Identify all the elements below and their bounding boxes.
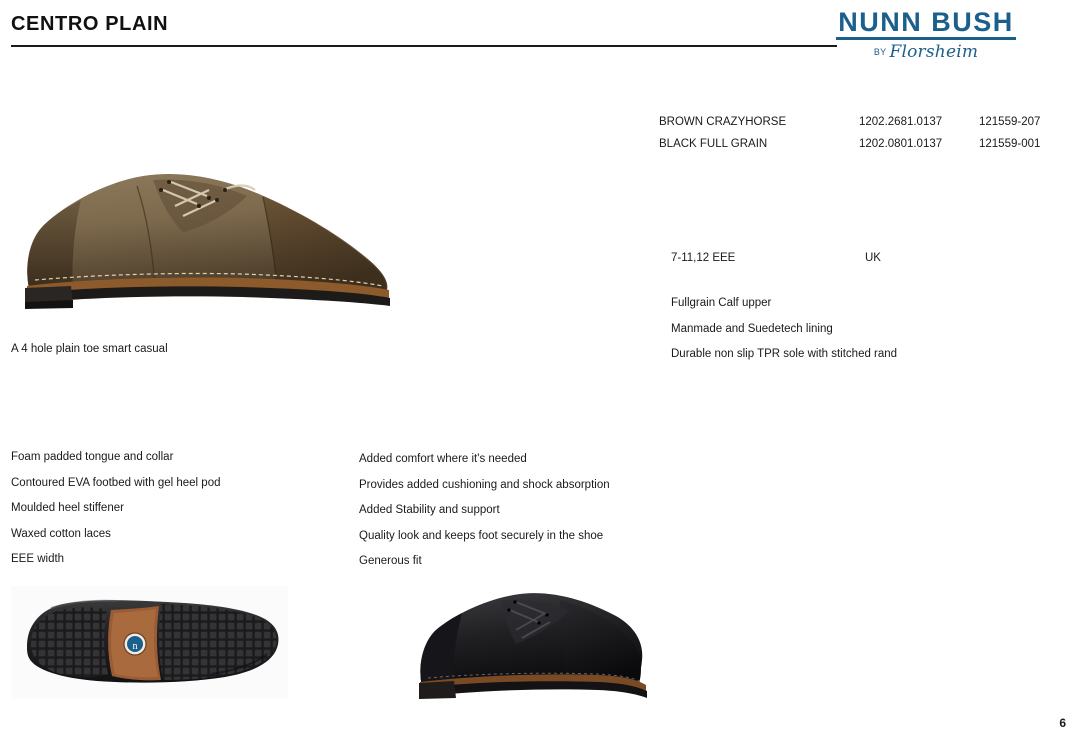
size-region: UK <box>865 252 881 264</box>
list-item: Waxed cotton laces <box>11 527 111 540</box>
hero-caption: A 4 hole plain toe smart casual <box>11 343 168 355</box>
colorway-style: 121559-001 <box>979 138 1041 150</box>
list-item: Foam padded tongue and collar <box>11 451 174 463</box>
brand-name: NUNN BUSH <box>838 7 1014 37</box>
list-item: Contoured EVA footbed with gel heel pod <box>11 476 221 489</box>
hero-shoe-image <box>11 120 401 310</box>
table-row <box>659 111 1080 133</box>
list-item: Added Stability and support <box>359 504 500 516</box>
brand-sub-logo <box>836 44 1016 61</box>
materials-list <box>671 291 897 368</box>
list-item: Provides added cushioning and shock absorption <box>359 478 610 491</box>
list-item: Generous fit <box>359 555 422 567</box>
colorway-code: 1202.2681.0137 <box>859 116 943 128</box>
list-item: Durable non slip TPR sole with stitched rand <box>671 348 898 360</box>
brand-by-label: BY <box>873 47 887 58</box>
list-item: Moulded heel stiffener <box>11 502 124 514</box>
table-row <box>659 133 1080 155</box>
features-list <box>11 445 221 573</box>
header-divider <box>11 45 837 47</box>
page-title: CENTRO PLAIN <box>11 13 169 35</box>
colorway-table <box>659 111 1080 155</box>
list-item: EEE width <box>11 553 65 565</box>
colorway-style: 121559-207 <box>979 116 1041 128</box>
list-item: Quality look and keeps foot securely in the shoe <box>359 529 604 542</box>
black-shoe-image <box>410 586 650 701</box>
colorway-code: 1202.0801.0137 <box>859 138 943 150</box>
brand-parent-name: Florsheim <box>889 42 979 63</box>
colorway-name: BROWN CRAZYHORSE <box>659 116 787 128</box>
benefits-list <box>359 447 610 575</box>
brand-logo <box>836 8 1016 61</box>
svg-text:n: n <box>132 641 138 652</box>
page-number: 6 <box>1059 716 1066 730</box>
list-item: Manmade and Suedetech lining <box>671 322 833 335</box>
size-range: 7-11,12 EEE <box>671 252 736 264</box>
size-run <box>671 252 881 264</box>
list-item: Added comfort where it's needed <box>359 453 527 465</box>
sole-image <box>11 586 288 699</box>
brand-underline <box>836 37 1016 40</box>
list-item: Fullgrain Calf upper <box>671 297 772 309</box>
colorway-name: BLACK FULL GRAIN <box>659 138 768 150</box>
